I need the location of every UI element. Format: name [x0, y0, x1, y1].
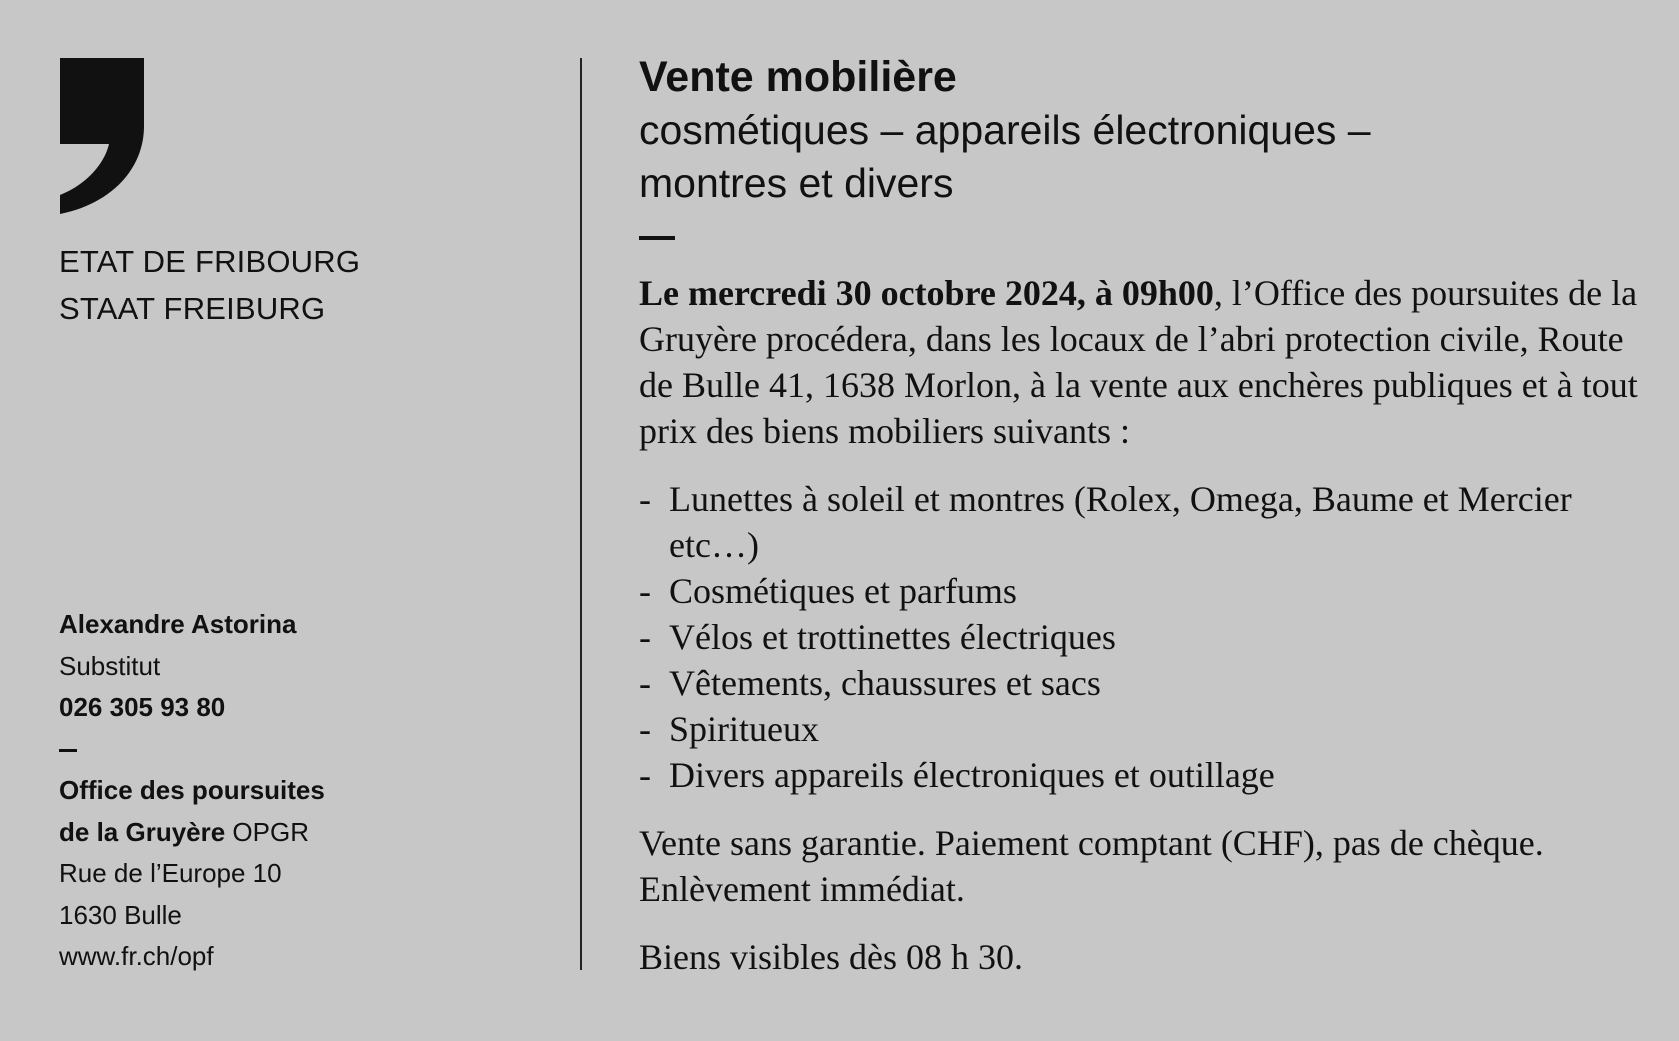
state-names: [59, 238, 360, 332]
contact-name: Alexandre Astorina: [59, 609, 297, 639]
notice-intro: [639, 270, 1649, 454]
office-name-line2: de la Gruyère: [59, 816, 226, 847]
office-website[interactable]: www.fr.ch/opf: [59, 941, 214, 971]
notice-subtitle-line1: cosmétiques – appareils électroniques –: [639, 107, 1371, 153]
office-abbreviation: OPGR: [225, 816, 309, 847]
list-item-text: Vêtements, chaussures et sacs: [669, 663, 1101, 703]
title-separator: [639, 236, 675, 240]
list-bullet: -: [639, 755, 651, 795]
contact-separator: [59, 749, 77, 752]
list-bullet: -: [639, 663, 651, 703]
items-list: [639, 476, 1649, 798]
list-item: [639, 476, 1649, 568]
list-item: [639, 568, 1649, 614]
notice-title: Vente mobilière: [639, 53, 957, 101]
sale-conditions: Vente sans garantie. Paiement comptant (CHF), pas de chèque. Enlèvement immédiat.: [639, 823, 1544, 909]
vertical-divider: [580, 58, 582, 970]
contact-role: Substitut: [59, 650, 161, 681]
list-item: [639, 706, 1649, 752]
list-bullet: -: [639, 709, 651, 749]
canton-logo: [60, 58, 144, 214]
notice-content: [639, 50, 1649, 980]
list-item: [639, 614, 1649, 660]
list-item-text: Spiritueux: [669, 709, 819, 749]
contact-block: [59, 604, 325, 978]
viewing-time: Biens visibles dès 08 h 30.: [639, 937, 1023, 977]
intro-text: , l’Office des poursuites de la Gruyère procédera, dans les locaux de l’abri protection civile, Route de Bulle 41, 1638 Morlon, à la vente aux enchères publiques et à tout prix des biens mobiliers suivants :: [639, 273, 1638, 451]
contact-phone: 026 305 93 80: [59, 692, 226, 722]
list-item-text: Lunettes à soleil et montres (Rolex, Omega, Baume et Mercier etc…): [669, 479, 1572, 565]
list-item: [639, 752, 1649, 798]
list-item-text: Vélos et trottinettes électriques: [669, 617, 1116, 657]
list-bullet: -: [639, 571, 651, 611]
office-name-line1: Office des poursuites: [59, 775, 325, 805]
list-bullet: -: [639, 617, 651, 657]
list-item-text: Divers appareils électroniques et outillage: [669, 755, 1275, 795]
office-city: 1630 Bulle: [59, 899, 182, 930]
state-name-fr: ETAT DE FRIBOURG: [59, 244, 361, 279]
notice-subtitle-line2: montres et divers: [639, 160, 954, 206]
sale-date: Le mercredi 30 octobre 2024, à 09h00: [639, 273, 1214, 313]
list-bullet: -: [639, 479, 651, 519]
list-item: [639, 660, 1649, 706]
list-item-text: Cosmétiques et parfums: [669, 571, 1017, 611]
comma-mark: [60, 58, 144, 214]
office-street: Rue de l’Europe 10: [59, 858, 282, 888]
state-name-de: STAAT FREIBURG: [59, 291, 326, 326]
